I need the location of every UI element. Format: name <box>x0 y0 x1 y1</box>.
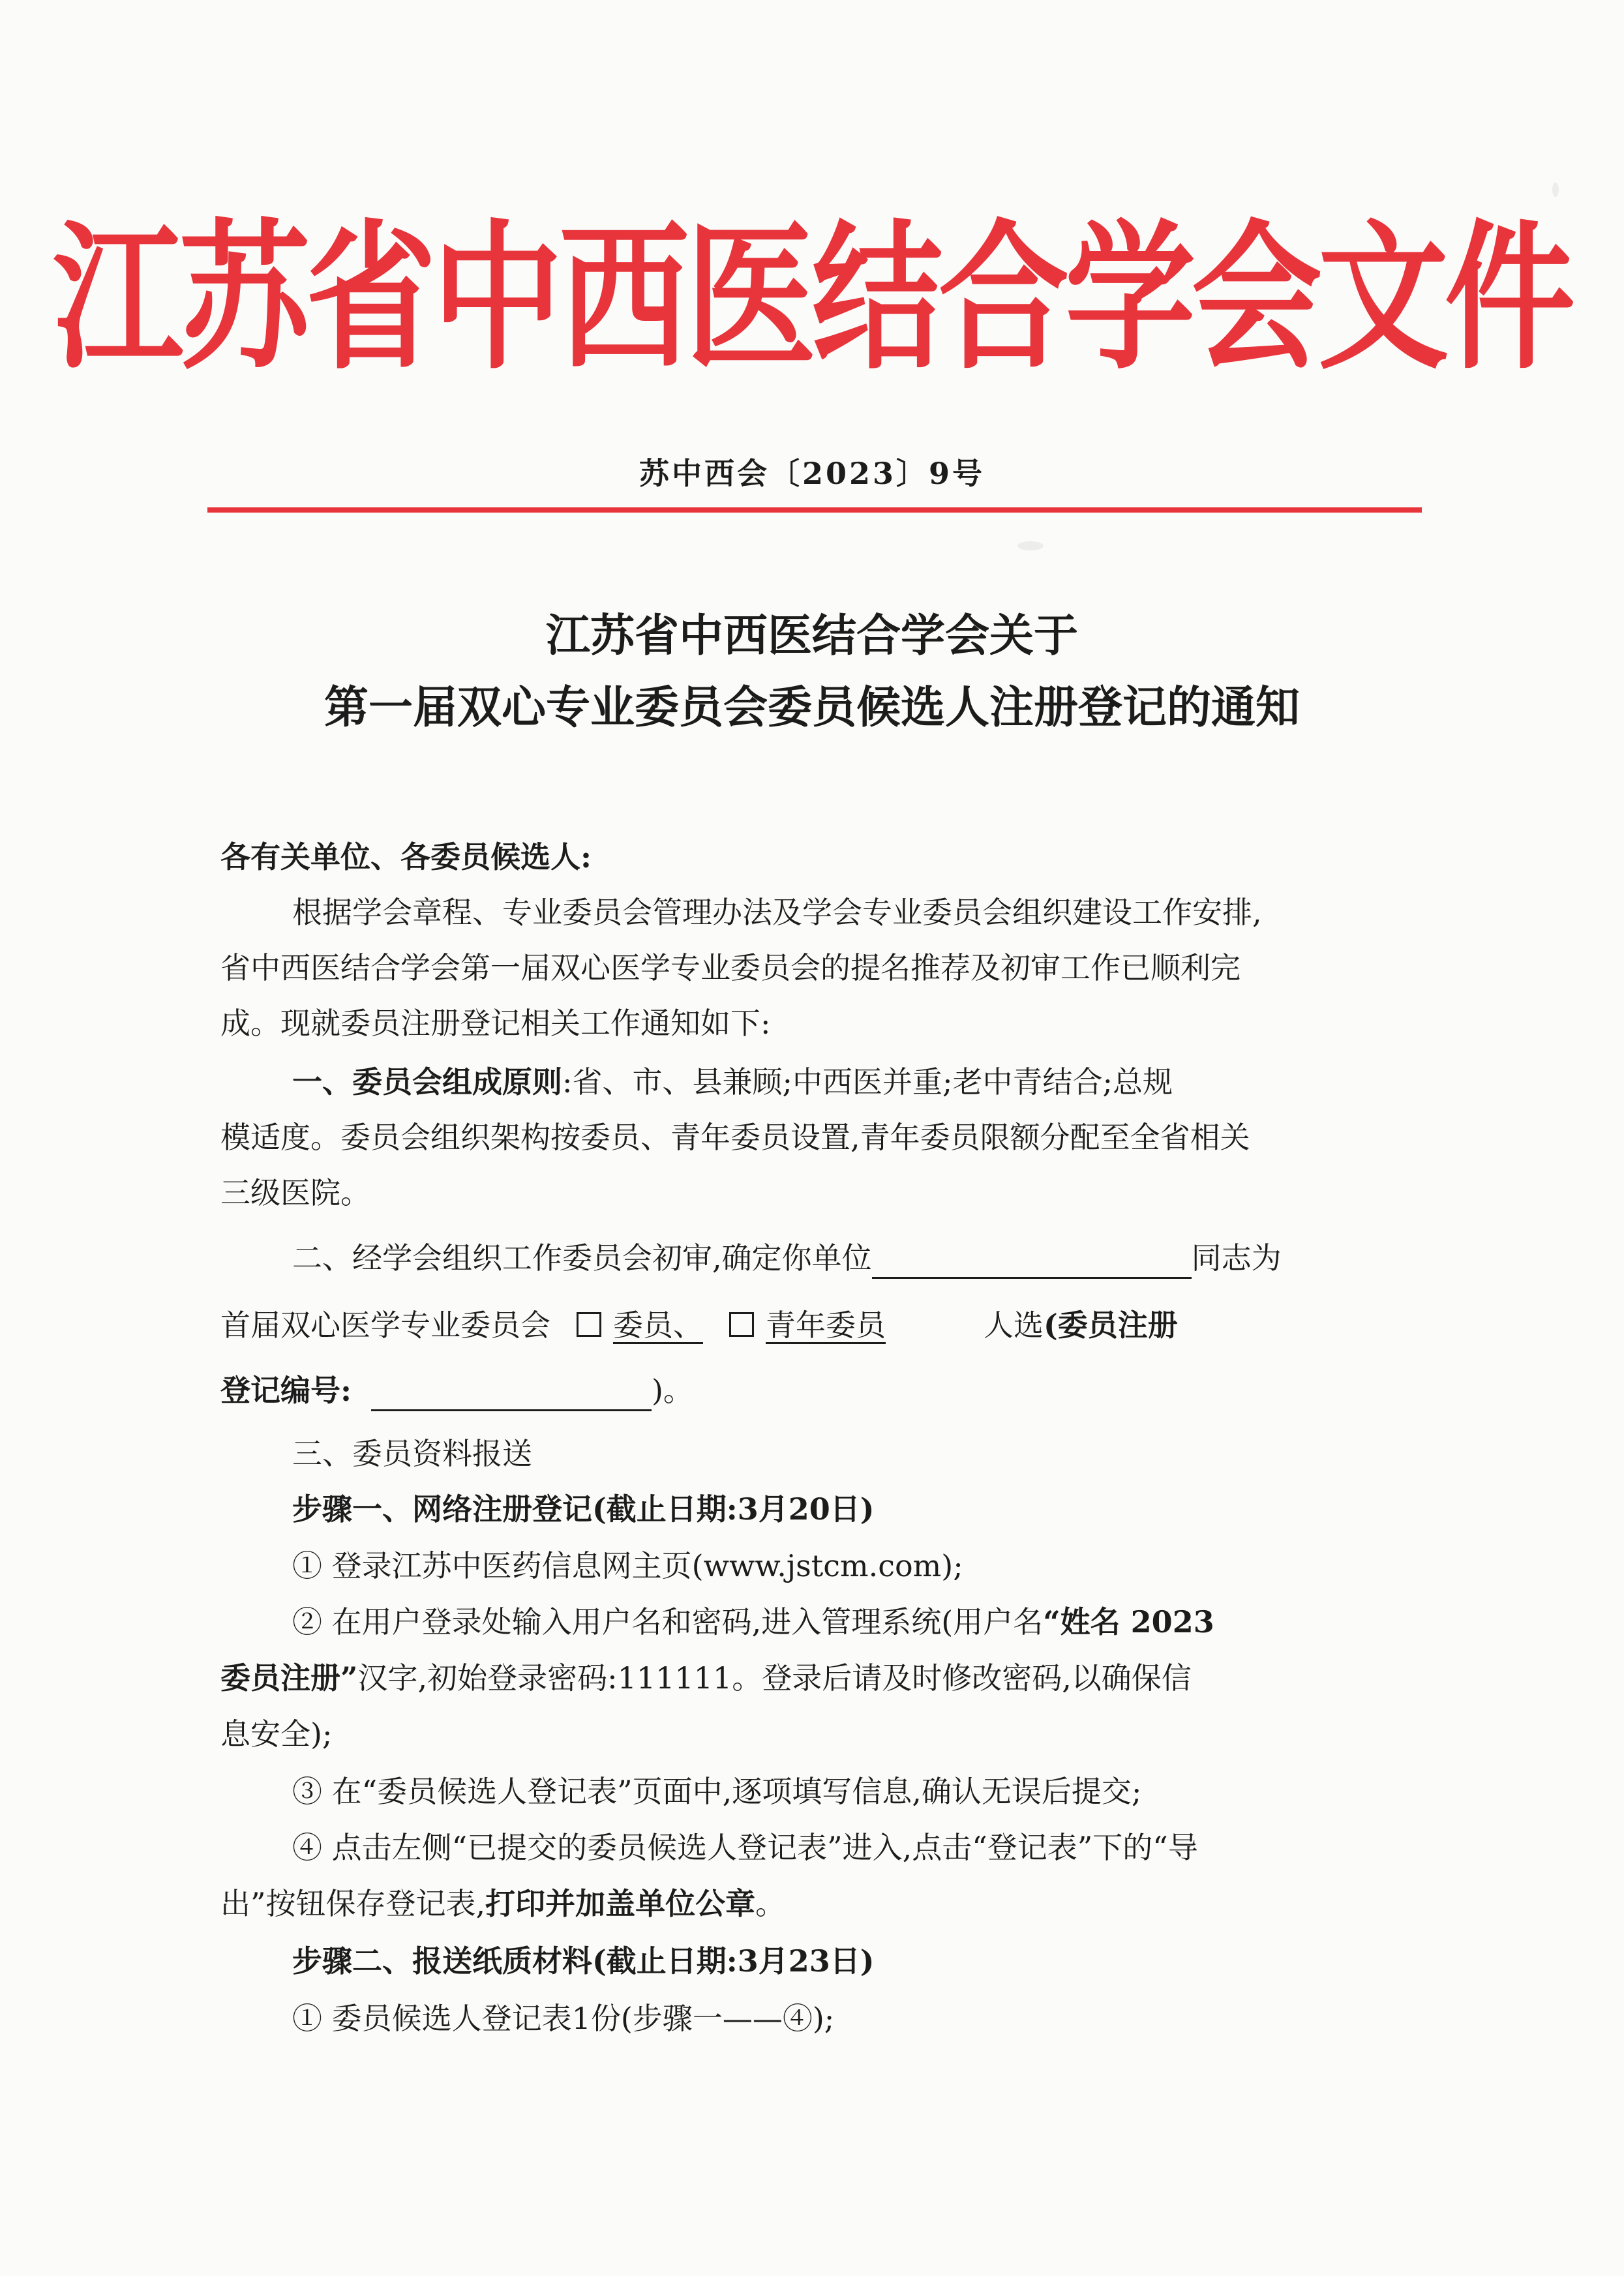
option-member-label: 委员、 <box>613 1308 703 1343</box>
registration-number-close: )。 <box>651 1373 693 1408</box>
document-number: 苏中西会〔2023〕9号 <box>639 456 985 491</box>
checkbox-youth-member[interactable] <box>729 1312 754 1337</box>
red-divider <box>207 507 1422 513</box>
scan-speck <box>1552 183 1559 197</box>
step-1-item-3: ③ 在“委员候选人登记表”页面中,逐项填写信息,确认无误后提交; <box>292 1774 1142 1809</box>
option-youth-member-label: 青年委员 <box>766 1308 886 1343</box>
step-2-heading: 步骤二、报送纸质材料(截止日期:3月23日) <box>292 1943 875 1979</box>
salutation: 各有关单位、各委员候选人: <box>220 839 592 875</box>
registration-number-lead: (委员注册 <box>1044 1308 1178 1343</box>
step-2-item-1: ① 委员候选人登记表1份(步骤一——④); <box>292 2001 835 2036</box>
notice-title-line-2: 第一届双心专业委员会委员候选人注册登记的通知 <box>323 681 1300 734</box>
step-1-item-4-text: 出”按钮保存登记表, <box>220 1886 486 1921</box>
registration-number-blank[interactable] <box>371 1375 652 1411</box>
section-2-line-1 <box>292 1237 1414 1279</box>
step-1-item-4-stamp-text: 打印并加盖单位公章 <box>485 1886 756 1921</box>
step-1-item-1: ① 登录江苏中医药信息网主页(www.jstcm.com); <box>292 1548 963 1583</box>
section-3-heading: 三、委员资料报送 <box>292 1436 532 1471</box>
section-1-line-1 <box>292 1061 1414 1103</box>
scan-speck <box>1017 541 1044 550</box>
section-2-candidate-text: 人选 <box>984 1308 1044 1343</box>
step-1-item-2-text: ② 在用户登录处输入用户名和密码,进入管理系统(用户名 <box>292 1604 1044 1640</box>
step-1-item-2-line-2 <box>220 1657 1414 1699</box>
section-2-text-a: 二、经学会组织工作委员会初审,确定你单位 <box>292 1240 872 1276</box>
section-1-heading: 一、委员会组成原则 <box>292 1064 562 1100</box>
section-1-text: :省、市、县兼顾;中西医并重;老中青结合;总规 <box>562 1064 1173 1100</box>
checkbox-member[interactable] <box>577 1312 601 1337</box>
section-2-line-3 <box>220 1370 1414 1411</box>
step-1-item-4-line-1: ④ 点击左侧“已提交的委员候选人登记表”进入,点击“登记表”下的“导 <box>292 1830 1198 1865</box>
paragraph-intro-line-1: 根据学会章程、专业委员会管理办法及学会专业委员会组织建设工作安排, <box>292 895 1262 930</box>
notice-title-line-1: 江苏省中西医结合学会关于 <box>545 610 1078 662</box>
paragraph-intro-line-2: 省中西医结合学会第一届双心医学专业委员会的提名推荐及初审工作已顺利完 <box>220 950 1241 985</box>
section-2-text-b: 同志为 <box>1191 1240 1282 1276</box>
step-1-heading: 步骤一、网络注册登记(截止日期:3月20日) <box>292 1491 875 1527</box>
step-1-item-4-line-2 <box>220 1883 1414 1924</box>
step-1-item-4-end: 。 <box>755 1886 786 1921</box>
step-1-item-2-line-3: 息安全); <box>220 1716 333 1752</box>
section-2-committee-text: 首届双心医学专业委员会 <box>220 1308 550 1343</box>
step-1-item-2-username-cont: 委员注册” <box>220 1660 358 1696</box>
step-1-item-2-line-1 <box>292 1601 1414 1643</box>
step-1-item-2-username: “姓名 2023 <box>1043 1604 1214 1640</box>
section-1-line-3: 三级医院。 <box>220 1175 370 1210</box>
role-options <box>550 1308 984 1343</box>
registration-number-label: 登记编号: <box>220 1373 352 1408</box>
section-2-line-2 <box>220 1304 1414 1346</box>
paragraph-intro-line-3: 成。现就委员注册登记相关工作通知如下: <box>220 1006 771 1041</box>
org-masthead-title: 江苏省中西医结合学会文件 <box>52 205 1571 392</box>
step-1-item-2-password-text: 汉字,初始登录密码:111111。登录后请及时修改密码,以确保信 <box>357 1660 1192 1696</box>
unit-name-blank[interactable] <box>872 1243 1192 1279</box>
section-1-line-2: 模适度。委员会组织架构按委员、青年委员设置,青年委员限额分配至全省相关 <box>220 1120 1250 1155</box>
